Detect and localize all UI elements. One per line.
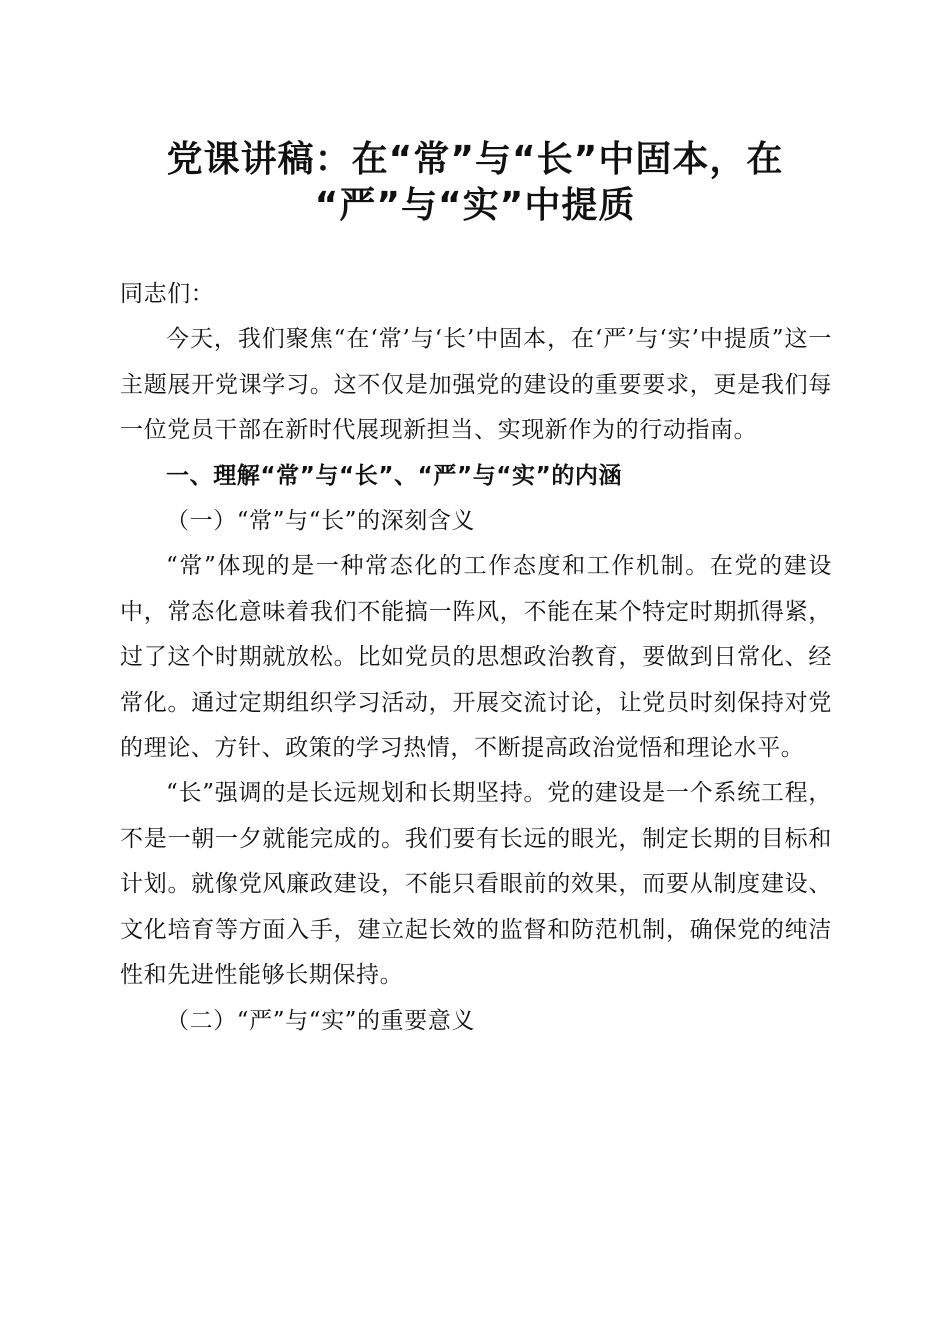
paragraph-chang: “常”体现的是一种常态化的工作态度和工作机制。在党的建设中，常态化意味着我们不能搞一阵风，不能在某个特定时期抓得紧，过了这个时期就放松。比如党员的思想政治教育，要做到日常化、经常化。通过定期组织学习活动，开展交流讨论，让党员时刻保持对党的理论、方针、政策的学习热情，不断提高政治觉悟和理论水平。 bbox=[120, 553, 832, 762]
subsection-heading-2: （二）“严”与“实”的重要意义 bbox=[166, 1007, 476, 1034]
document-body bbox=[120, 272, 832, 1044]
intro-paragraph: 今天，我们聚焦“在‘常’与‘长’中固本，在‘严’与‘实’中提质”这一主题展开党课学习。这不仅是加强党的建设的重要要求，更是我们每一位党员干部在新时代展现新担当、实现新作为的行动指南。 bbox=[120, 326, 832, 444]
document-title-line-1: 党课讲稿：在“常”与“长”中固本，在 bbox=[166, 139, 784, 180]
salutation: 同志们： bbox=[120, 281, 215, 307]
subsection-heading-1: （一）“常”与“长”的深刻含义 bbox=[166, 508, 476, 535]
section-heading-1: 一、理解“常”与“长”、“严”与“实”的内涵 bbox=[166, 462, 623, 489]
paragraph-zhang: “长”强调的是长远规划和长期坚持。党的建设是一个系统工程，不是一朝一夕就能完成的。我们要有长远的眼光，制定长期的目标和计划。就像党风廉政建设，不能只看眼前的效果，而要从制度建设、文化培育等方面入手，建立起长效的监督和防范机制，确保党的纯洁性和先进性能够长期保持。 bbox=[120, 780, 832, 989]
document-title-line-2: “严”与“实”中提质 bbox=[314, 185, 636, 226]
